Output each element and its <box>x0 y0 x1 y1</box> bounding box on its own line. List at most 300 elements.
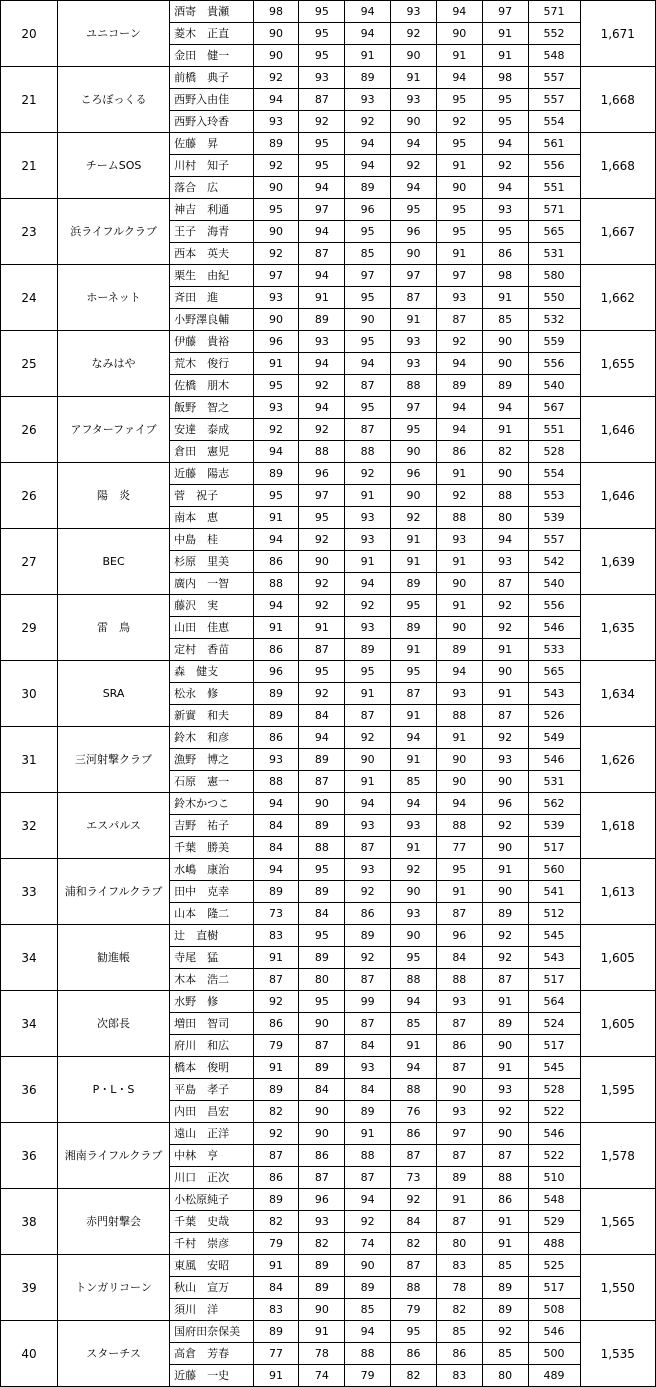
series-score: 94 <box>253 595 299 617</box>
series-score: 92 <box>253 1123 299 1145</box>
series-score: 89 <box>253 683 299 705</box>
shooter-name: 新實 和夫 <box>170 705 254 727</box>
series-score: 87 <box>436 309 482 331</box>
series-score: 89 <box>253 1189 299 1211</box>
shooter-name: 漁野 博之 <box>170 749 254 771</box>
series-score: 88 <box>482 485 528 507</box>
team-name: チームSOS <box>58 133 170 199</box>
shooter-total: 488 <box>528 1233 580 1255</box>
series-score: 82 <box>391 1365 437 1387</box>
series-score: 92 <box>391 155 437 177</box>
series-score: 84 <box>391 1211 437 1233</box>
series-score: 89 <box>436 639 482 661</box>
team-name: P・L・S <box>58 1057 170 1123</box>
series-score: 89 <box>436 375 482 397</box>
series-score: 94 <box>482 529 528 551</box>
table-row <box>1 397 656 419</box>
series-score: 89 <box>391 573 437 595</box>
series-score: 87 <box>345 969 391 991</box>
series-score: 91 <box>482 683 528 705</box>
shooter-total: 529 <box>528 1211 580 1233</box>
series-score: 96 <box>299 1189 345 1211</box>
series-score: 85 <box>391 1013 437 1035</box>
series-score: 78 <box>299 1343 345 1365</box>
series-score: 87 <box>482 969 528 991</box>
team-total: 1,605 <box>580 925 656 991</box>
series-score: 97 <box>253 265 299 287</box>
series-score: 91 <box>253 507 299 529</box>
series-score: 87 <box>299 1035 345 1057</box>
shooter-name: 落合 広 <box>170 177 254 199</box>
series-score: 87 <box>436 1211 482 1233</box>
shooter-name: 石原 憲一 <box>170 771 254 793</box>
series-score: 95 <box>345 331 391 353</box>
series-score: 90 <box>299 1123 345 1145</box>
series-score: 87 <box>345 419 391 441</box>
shooter-name: 杉原 里美 <box>170 551 254 573</box>
shooter-name: 遠山 正洋 <box>170 1123 254 1145</box>
series-score: 95 <box>436 89 482 111</box>
team-total: 1,618 <box>580 793 656 859</box>
team-total: 1,662 <box>580 265 656 331</box>
series-score: 94 <box>253 89 299 111</box>
series-score: 87 <box>436 903 482 925</box>
shooter-name: 前橋 典子 <box>170 67 254 89</box>
series-score: 87 <box>299 243 345 265</box>
series-score: 90 <box>482 771 528 793</box>
series-score: 89 <box>482 903 528 925</box>
series-score: 92 <box>482 155 528 177</box>
series-score: 90 <box>436 1079 482 1101</box>
series-score: 91 <box>482 1233 528 1255</box>
series-score: 95 <box>299 925 345 947</box>
series-score: 87 <box>299 771 345 793</box>
series-score: 92 <box>299 419 345 441</box>
series-score: 90 <box>253 23 299 45</box>
shooter-name: 水嶋 康治 <box>170 859 254 881</box>
series-score: 92 <box>299 595 345 617</box>
series-score: 91 <box>482 639 528 661</box>
shooter-total: 553 <box>528 485 580 507</box>
series-score: 91 <box>436 45 482 67</box>
shooter-name: 酒寄 貴瀬 <box>170 1 254 23</box>
team-total: 1,578 <box>580 1123 656 1189</box>
series-score: 92 <box>253 155 299 177</box>
shooter-name: 吉野 祐子 <box>170 815 254 837</box>
shooter-total: 546 <box>528 1321 580 1343</box>
series-score: 94 <box>345 1321 391 1343</box>
shooter-name: 鈴木 和彦 <box>170 727 254 749</box>
shooter-total: 539 <box>528 507 580 529</box>
shooter-name: 安達 泰成 <box>170 419 254 441</box>
shooter-total: 545 <box>528 1057 580 1079</box>
table-row <box>1 727 656 749</box>
shooter-total: 551 <box>528 177 580 199</box>
series-score: 91 <box>482 859 528 881</box>
series-score: 93 <box>436 529 482 551</box>
series-score: 89 <box>299 1277 345 1299</box>
series-score: 92 <box>391 23 437 45</box>
shooter-name: 菅 祝子 <box>170 485 254 507</box>
shooter-total: 564 <box>528 991 580 1013</box>
team-rank: 36 <box>1 1057 58 1123</box>
shooter-name: 近藤 陽志 <box>170 463 254 485</box>
series-score: 91 <box>299 617 345 639</box>
series-score: 95 <box>299 1 345 23</box>
shooter-name: 斉田 進 <box>170 287 254 309</box>
series-score: 94 <box>345 133 391 155</box>
series-score: 96 <box>482 793 528 815</box>
series-score: 90 <box>391 881 437 903</box>
series-score: 95 <box>299 991 345 1013</box>
shooter-total: 541 <box>528 881 580 903</box>
team-name: エスパルス <box>58 793 170 859</box>
series-score: 92 <box>345 881 391 903</box>
series-score: 92 <box>436 111 482 133</box>
series-score: 98 <box>482 67 528 89</box>
series-score: 94 <box>482 397 528 419</box>
team-total: 1,595 <box>580 1057 656 1123</box>
series-score: 90 <box>391 45 437 67</box>
series-score: 92 <box>482 947 528 969</box>
shooter-total: 557 <box>528 67 580 89</box>
shooter-name: 佐橋 朋木 <box>170 375 254 397</box>
series-score: 94 <box>345 155 391 177</box>
team-name: 次郎長 <box>58 991 170 1057</box>
series-score: 96 <box>391 221 437 243</box>
series-score: 95 <box>299 859 345 881</box>
series-score: 80 <box>482 507 528 529</box>
series-score: 79 <box>391 1299 437 1321</box>
shooter-total: 542 <box>528 551 580 573</box>
series-score: 89 <box>391 617 437 639</box>
series-score: 91 <box>482 287 528 309</box>
series-score: 93 <box>345 617 391 639</box>
series-score: 79 <box>253 1233 299 1255</box>
series-score: 88 <box>436 969 482 991</box>
series-score: 90 <box>482 331 528 353</box>
series-score: 93 <box>253 111 299 133</box>
series-score: 91 <box>345 551 391 573</box>
shooter-total: 528 <box>528 1079 580 1101</box>
shooter-name: 府川 和広 <box>170 1035 254 1057</box>
team-total: 1,634 <box>580 661 656 727</box>
team-name: ユニコーン <box>58 1 170 67</box>
series-score: 95 <box>391 661 437 683</box>
series-score: 86 <box>345 903 391 925</box>
shooter-total: 524 <box>528 1013 580 1035</box>
shooter-name: 小松原純子 <box>170 1189 254 1211</box>
series-score: 92 <box>345 727 391 749</box>
series-score: 92 <box>391 507 437 529</box>
shooter-total: 554 <box>528 463 580 485</box>
series-score: 91 <box>482 1211 528 1233</box>
series-score: 93 <box>391 353 437 375</box>
series-score: 90 <box>436 23 482 45</box>
series-score: 87 <box>436 1013 482 1035</box>
series-score: 94 <box>253 859 299 881</box>
series-score: 95 <box>299 45 345 67</box>
series-score: 85 <box>345 243 391 265</box>
team-rank: 38 <box>1 1189 58 1255</box>
series-score: 86 <box>391 1123 437 1145</box>
series-score: 92 <box>299 111 345 133</box>
shooter-total: 531 <box>528 771 580 793</box>
series-score: 94 <box>482 177 528 199</box>
team-name: 陽 炎 <box>58 463 170 529</box>
series-score: 92 <box>299 573 345 595</box>
series-score: 86 <box>253 551 299 573</box>
series-score: 97 <box>299 199 345 221</box>
series-score: 94 <box>253 441 299 463</box>
table-row <box>1 595 656 617</box>
shooter-total: 548 <box>528 1189 580 1211</box>
series-score: 94 <box>299 265 345 287</box>
series-score: 95 <box>299 155 345 177</box>
series-score: 90 <box>253 309 299 331</box>
table-row <box>1 67 656 89</box>
series-score: 90 <box>253 221 299 243</box>
series-score: 82 <box>436 1299 482 1321</box>
shooter-total: 522 <box>528 1101 580 1123</box>
series-score: 97 <box>482 1 528 23</box>
series-score: 90 <box>482 463 528 485</box>
series-score: 94 <box>482 133 528 155</box>
series-score: 88 <box>345 441 391 463</box>
series-score: 77 <box>253 1343 299 1365</box>
shooter-total: 571 <box>528 1 580 23</box>
series-score: 90 <box>391 925 437 947</box>
series-score: 89 <box>253 1321 299 1343</box>
series-score: 94 <box>345 573 391 595</box>
series-score: 88 <box>436 705 482 727</box>
series-score: 92 <box>253 67 299 89</box>
series-score: 92 <box>345 947 391 969</box>
team-rank: 34 <box>1 925 58 991</box>
shooter-total: 543 <box>528 683 580 705</box>
series-score: 95 <box>253 375 299 397</box>
series-score: 93 <box>253 287 299 309</box>
series-score: 92 <box>391 1189 437 1211</box>
shooter-name: 増田 智司 <box>170 1013 254 1035</box>
series-score: 92 <box>299 375 345 397</box>
series-score: 91 <box>391 551 437 573</box>
series-score: 96 <box>345 199 391 221</box>
series-score: 96 <box>436 925 482 947</box>
series-score: 99 <box>345 991 391 1013</box>
series-score: 86 <box>482 243 528 265</box>
series-score: 94 <box>253 529 299 551</box>
series-score: 94 <box>345 23 391 45</box>
shooter-name: 菱木 正直 <box>170 23 254 45</box>
series-score: 95 <box>299 23 345 45</box>
series-score: 92 <box>253 243 299 265</box>
series-score: 82 <box>391 1233 437 1255</box>
series-score: 80 <box>482 1365 528 1387</box>
series-score: 86 <box>436 1035 482 1057</box>
series-score: 91 <box>391 309 437 331</box>
series-score: 91 <box>345 45 391 67</box>
shooter-total: 508 <box>528 1299 580 1321</box>
shooter-name: 飯野 智之 <box>170 397 254 419</box>
shooter-name: 水野 修 <box>170 991 254 1013</box>
shooter-name: 森 健支 <box>170 661 254 683</box>
shooter-total: 549 <box>528 727 580 749</box>
series-score: 89 <box>253 133 299 155</box>
series-score: 84 <box>299 1079 345 1101</box>
series-score: 92 <box>345 463 391 485</box>
series-score: 92 <box>482 617 528 639</box>
series-score: 86 <box>253 727 299 749</box>
series-score: 93 <box>253 397 299 419</box>
team-name: なみはや <box>58 331 170 397</box>
series-score: 93 <box>436 991 482 1013</box>
series-score: 90 <box>436 749 482 771</box>
shooter-total: 525 <box>528 1255 580 1277</box>
team-total: 1,646 <box>580 463 656 529</box>
series-score: 94 <box>345 1 391 23</box>
series-score: 94 <box>391 991 437 1013</box>
shooter-total: 517 <box>528 1277 580 1299</box>
series-score: 91 <box>482 23 528 45</box>
shooter-total: 552 <box>528 23 580 45</box>
series-score: 91 <box>482 1057 528 1079</box>
team-total: 1,668 <box>580 133 656 199</box>
series-score: 87 <box>345 1167 391 1189</box>
series-score: 92 <box>482 727 528 749</box>
team-rank: 26 <box>1 397 58 463</box>
team-rank: 23 <box>1 199 58 265</box>
series-score: 93 <box>299 67 345 89</box>
series-score: 86 <box>436 1343 482 1365</box>
team-rank: 34 <box>1 991 58 1057</box>
series-score: 87 <box>436 1145 482 1167</box>
shooter-total: 556 <box>528 155 580 177</box>
series-score: 95 <box>345 287 391 309</box>
series-score: 87 <box>391 1255 437 1277</box>
shooter-total: 548 <box>528 45 580 67</box>
series-score: 89 <box>345 1101 391 1123</box>
series-score: 87 <box>482 573 528 595</box>
series-score: 95 <box>391 595 437 617</box>
series-score: 90 <box>482 1035 528 1057</box>
series-score: 93 <box>436 1101 482 1123</box>
series-score: 91 <box>436 551 482 573</box>
series-score: 82 <box>299 1233 345 1255</box>
shooter-total: 517 <box>528 837 580 859</box>
team-name: 三河射撃クラブ <box>58 727 170 793</box>
series-score: 90 <box>436 771 482 793</box>
series-score: 97 <box>345 265 391 287</box>
table-row <box>1 529 656 551</box>
series-score: 93 <box>345 1057 391 1079</box>
team-name: 浦和ライフルクラブ <box>58 859 170 925</box>
series-score: 89 <box>482 1013 528 1035</box>
series-score: 94 <box>436 67 482 89</box>
series-score: 94 <box>345 1189 391 1211</box>
team-name: スターチス <box>58 1321 170 1387</box>
series-score: 92 <box>299 529 345 551</box>
series-score: 92 <box>345 1211 391 1233</box>
series-score: 87 <box>253 969 299 991</box>
series-score: 87 <box>299 1167 345 1189</box>
shooter-total: 571 <box>528 199 580 221</box>
series-score: 93 <box>391 903 437 925</box>
shooter-total: 540 <box>528 375 580 397</box>
team-name: アフターファイブ <box>58 397 170 463</box>
series-score: 84 <box>345 1035 391 1057</box>
table-row <box>1 661 656 683</box>
shooter-name: 千葉 史哉 <box>170 1211 254 1233</box>
series-score: 84 <box>299 705 345 727</box>
series-score: 97 <box>299 485 345 507</box>
series-score: 95 <box>436 221 482 243</box>
shooter-name: 荒木 俊行 <box>170 353 254 375</box>
series-score: 92 <box>482 1321 528 1343</box>
series-score: 94 <box>391 727 437 749</box>
series-score: 90 <box>253 177 299 199</box>
series-score: 90 <box>391 243 437 265</box>
shooter-name: 国府田奈保美 <box>170 1321 254 1343</box>
table-row <box>1 991 656 1013</box>
team-name: ころぼっくる <box>58 67 170 133</box>
series-score: 88 <box>482 1167 528 1189</box>
series-score: 94 <box>299 221 345 243</box>
shooter-total: 557 <box>528 89 580 111</box>
series-score: 95 <box>391 1321 437 1343</box>
series-score: 95 <box>482 221 528 243</box>
series-score: 88 <box>391 969 437 991</box>
series-score: 95 <box>299 507 345 529</box>
shooter-total: 559 <box>528 331 580 353</box>
series-score: 95 <box>299 133 345 155</box>
series-score: 93 <box>482 1079 528 1101</box>
series-score: 87 <box>345 375 391 397</box>
series-score: 92 <box>482 595 528 617</box>
series-score: 84 <box>345 1079 391 1101</box>
series-score: 90 <box>299 1299 345 1321</box>
series-score: 88 <box>253 573 299 595</box>
series-score: 89 <box>253 463 299 485</box>
series-score: 93 <box>391 331 437 353</box>
team-name: ホーネット <box>58 265 170 331</box>
series-score: 89 <box>482 375 528 397</box>
series-score: 88 <box>436 507 482 529</box>
series-score: 97 <box>391 397 437 419</box>
series-score: 87 <box>482 705 528 727</box>
shooter-total: 560 <box>528 859 580 881</box>
shooter-name: 近藤 一史 <box>170 1365 254 1387</box>
series-score: 91 <box>436 1189 482 1211</box>
team-total: 1,655 <box>580 331 656 397</box>
shooter-total: 526 <box>528 705 580 727</box>
series-score: 94 <box>436 661 482 683</box>
series-score: 91 <box>299 287 345 309</box>
team-total: 1,639 <box>580 529 656 595</box>
shooter-name: 中林 亨 <box>170 1145 254 1167</box>
table-row <box>1 265 656 287</box>
series-score: 89 <box>253 1079 299 1101</box>
shooter-total: 531 <box>528 243 580 265</box>
series-score: 91 <box>253 353 299 375</box>
series-score: 95 <box>345 221 391 243</box>
series-score: 95 <box>391 419 437 441</box>
series-score: 88 <box>345 1145 391 1167</box>
shooter-total: 489 <box>528 1365 580 1387</box>
series-score: 73 <box>253 903 299 925</box>
shooter-name: 平島 孝子 <box>170 1079 254 1101</box>
shooter-total: 556 <box>528 353 580 375</box>
